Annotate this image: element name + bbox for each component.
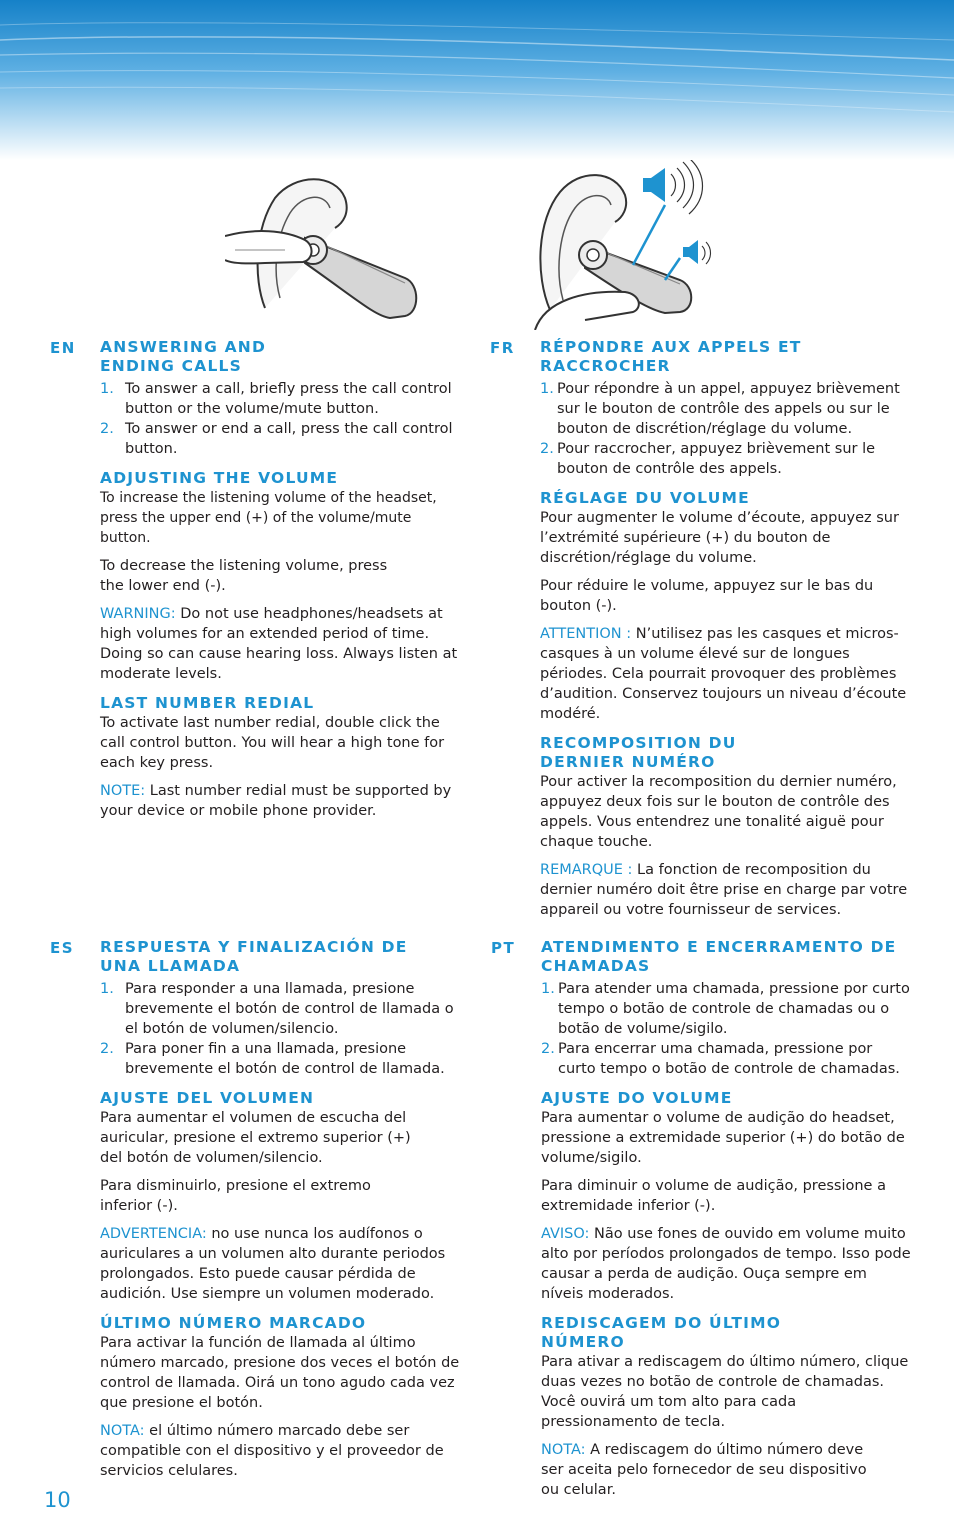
list-item: 2. To answer or end a call, press the call control button. — [100, 421, 453, 457]
list-item: 2. Para poner fin a una llamada, presione brevemente el botón de control de llamada. — [100, 1041, 445, 1077]
section-title: RÉPONDRE AUX APPELS ET RACCROCHER — [540, 338, 802, 375]
section-es — [50, 938, 465, 1481]
volume-decrease-text: Pour réduire le volume, appuyez sur le bas du bouton (-). — [540, 578, 874, 614]
volume-increase-text: Para aumentar el volumen de escucha del auricular, presione el extremo superior (+) del botón de volumen/silencio. — [100, 1110, 411, 1166]
warning-label: ADVERTENCIA: — [100, 1226, 207, 1242]
volume-increase-text: Pour augmenter le volume d’écoute, appuyez sur l’extrémité supérieure (+) du bouton de discrétion/réglage du volume. — [540, 510, 899, 566]
speaker-loud-icon — [643, 160, 703, 214]
note-text: NOTA: el último número marcado debe ser compatible con el dispositivo y el proveedor de servicios celulares. — [100, 1423, 444, 1479]
redial-heading: REDISCAGEM DO ÚLTIMO NÚMERO — [541, 1314, 782, 1351]
headset-press-button-illustration — [225, 168, 425, 328]
steps-list — [540, 379, 910, 479]
volume-heading: AJUSTE DO VOLUME — [541, 1089, 733, 1107]
list-item: 1. Para atender uma chamada, pressione por curto tempo o botão de controle de chamadas ou o botão de volume/sigilo. — [541, 981, 910, 1037]
redial-text: Para activar la función de llamada al último número marcado, presione dos veces el botón de control de llamada. Oirá un tono agudo cada vez que presione el botón. — [100, 1335, 460, 1411]
page-number: 10 — [44, 1488, 71, 1512]
note-label: NOTE: — [100, 783, 146, 799]
volume-decrease-text: To decrease the listening volume, press the lower end (-). — [100, 558, 388, 594]
section-title: ANSWERING AND ENDING CALLS — [100, 338, 267, 375]
volume-heading: AJUSTE DEL VOLUMEN — [100, 1089, 315, 1107]
redial-heading: LAST NUMBER REDIAL — [100, 694, 315, 712]
speaker-soft-icon — [683, 240, 711, 264]
redial-text: To activate last number redial, double click the call control button. You will hear a high tone for each key press. — [100, 715, 445, 771]
steps-list — [100, 379, 465, 459]
note-text: REMARQUE : La fonction de recomposition du dernier numéro doit être prise en charge par votre appareil ou votre fournisseur de services. — [540, 862, 908, 918]
volume-heading: ADJUSTING THE VOLUME — [100, 469, 339, 487]
headset-volume-illustration — [525, 160, 725, 330]
redial-heading: ÚLTIMO NÚMERO MARCADO — [100, 1314, 367, 1332]
warning-label: AVISO: — [541, 1226, 590, 1242]
volume-increase-text: Para aumentar o volume de audição do headset, pressione a extremidade superior (+) do botão de volume/sigilo. — [541, 1110, 905, 1166]
volume-heading: RÉGLAGE DU VOLUME — [540, 489, 750, 507]
volume-decrease-text: Para diminuir o volume de audição, pressione a extremidade inferior (-). — [541, 1178, 886, 1214]
warning-text: AVISO: Não use fones de ouvido em volume muito alto por períodos prolongados de tempo. Isso pode causar a perda de audição. Ouça sempre em níveis moderados. — [541, 1226, 911, 1302]
list-item: 2. Para encerrar uma chamada, pressione por curto tempo o botão de controle de chamadas. — [541, 1041, 900, 1077]
redial-heading: RECOMPOSITION DU DERNIER NUMÉRO — [540, 734, 737, 771]
volume-increase-text: To increase the listening volume of the headset, press the upper end (+) of the volume/mute button. — [100, 490, 437, 546]
warning-label: WARNING: — [100, 606, 176, 622]
section-en — [50, 338, 465, 821]
redial-text: Para ativar a rediscagem do último número, clique duas vezes no botão de controle de chamadas. Você ouvirá um tom alto para cada pressionamento de tecla. — [541, 1354, 909, 1430]
warning-label: ATTENTION : — [540, 626, 632, 642]
warning-text: WARNING: Do not use headphones/headsets at high volumes for an extended period of time. Doing so can cause hearing loss. Always listen at moderate levels. — [100, 606, 458, 682]
header-wave-band — [0, 0, 954, 160]
note-text: NOTA: A rediscagem do último número deve ser aceita pelo fornecedor de seu dispositivo ou celular. — [541, 1442, 867, 1498]
lang-code: EN — [50, 339, 76, 357]
steps-list — [541, 979, 911, 1079]
list-item: 1. Para responder a una llamada, presione brevemente el botón de control de llamada o el botón de volumen/silencio. — [100, 981, 454, 1037]
lang-code: FR — [490, 339, 515, 357]
note-text: NOTE: Last number redial must be supported by your device or mobile phone provider. — [100, 783, 452, 819]
list-item: 2. Pour raccrocher, appuyez brièvement sur le bouton de contrôle des appels. — [540, 441, 876, 477]
lang-code: ES — [50, 939, 75, 957]
steps-list — [100, 979, 465, 1079]
lang-code: PT — [491, 939, 516, 957]
section-title: RESPUESTA Y FINALIZACIÓN DE UNA LLAMADA — [100, 938, 408, 975]
warning-text: ATTENTION : N’utilisez pas les casques et micros-casques à un volume élevé sur de longues périodes. Cela pourrait provoquer des problèmes d’audition. Conservez toujours un niveau d’écoute modéré. — [540, 626, 907, 722]
section-fr — [490, 338, 910, 920]
volume-decrease-text: Para disminuirlo, presione el extremo inferior (-). — [100, 1178, 371, 1214]
note-label: REMARQUE : — [540, 862, 633, 878]
note-label: NOTA: — [541, 1442, 586, 1458]
list-item: 1. To answer a call, briefly press the call control button or the volume/mute button. — [100, 381, 452, 417]
list-item: 1. Pour répondre à un appel, appuyez brièvement sur le bouton de contrôle des appels ou sur le bouton de discrétion/réglage du volume. — [540, 381, 900, 437]
section-pt — [491, 938, 911, 1500]
redial-text: Pour activer la recomposition du dernier numéro, appuyez deux fois sur le bouton de contrôle des appels. Vous entendrez une tonalité aiguë pour chaque touche. — [540, 774, 897, 850]
note-label: NOTA: — [100, 1423, 145, 1439]
section-title: ATENDIMENTO E ENCERRAMENTO DE CHAMADAS — [541, 938, 897, 975]
warning-text: ADVERTENCIA: no use nunca los audífonos o auriculares a un volumen alto durante periodos prolongados. Esto puede causar pérdida de audición. Use siempre un volumen moderado. — [100, 1226, 446, 1302]
